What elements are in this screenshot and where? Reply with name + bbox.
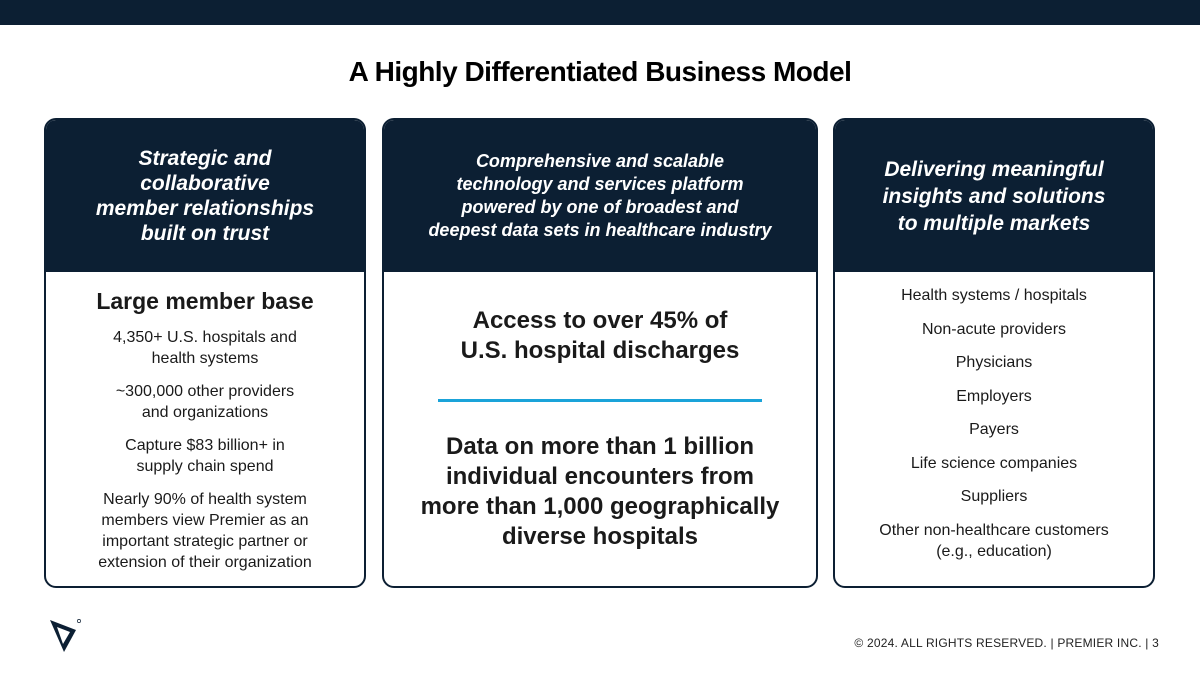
heading-line: built on trust (140, 222, 270, 245)
market-item: Life science companies (910, 454, 1078, 472)
premier-logo-icon (46, 616, 82, 654)
heading-line: technology and services platform (456, 174, 744, 194)
market-item (835, 520, 1153, 562)
encounters-text (384, 432, 816, 552)
footer-copyright: © 2024. ALL RIGHTS RESERVED. | PREMIER INC. | 3 (854, 636, 1159, 650)
stat-partner-view (46, 489, 364, 573)
encounter-line: individual encounters from (445, 463, 755, 490)
heading-line: to multiple markets (897, 211, 1091, 235)
heading-line: insights and solutions (882, 184, 1106, 208)
encounter-line: more than 1,000 geographically (420, 493, 780, 520)
market-item: Suppliers (960, 488, 1028, 505)
access-discharges-text (384, 306, 816, 366)
market-line: Other non-healthcare customers (879, 521, 1109, 539)
stat-line: important strategic partner or (102, 533, 308, 550)
card-heading (835, 120, 1153, 272)
encounter-line: Data on more than 1 billion (445, 433, 755, 460)
heading-line: powered by one of broadest and (461, 197, 739, 217)
access-line: U.S. hospital discharges (460, 337, 740, 364)
stat-line: Capture $83 billion+ in (125, 437, 285, 454)
stat-line: ~300,000 other providers (115, 383, 295, 400)
card-heading (46, 120, 364, 272)
market-item: Non-acute providers (921, 320, 1067, 338)
heading-line: member relationships (95, 197, 315, 220)
stat-line: Nearly 90% of health system (103, 491, 307, 508)
stat-line: and organizations (141, 404, 269, 421)
access-line: Access to over 45% of (472, 307, 728, 334)
market-item: Employers (956, 387, 1032, 405)
market-line: (e.g., education) (936, 542, 1052, 560)
heading-line: Strategic and (138, 147, 272, 170)
stat-providers (46, 381, 364, 423)
card-technology-platform (382, 118, 818, 588)
stat-hospitals (46, 327, 364, 369)
market-item: Physicians (955, 354, 1033, 371)
slide-title: A Highly Differentiated Business Model (348, 56, 852, 87)
card-body (46, 272, 364, 573)
heading-line: collaborative (140, 172, 270, 195)
stat-line: supply chain spend (136, 458, 274, 475)
stat-line: 4,350+ U.S. hospitals and (113, 329, 297, 346)
heading-line: Delivering meaningful (884, 157, 1104, 181)
heading-line: deepest data sets in healthcare industry (428, 220, 772, 240)
heading-line: Comprehensive and scalable (475, 151, 725, 171)
stat-line: health systems (151, 350, 259, 367)
stat-line: extension of their organization (98, 554, 312, 571)
member-base-heading: Large member base (96, 288, 314, 314)
section-divider (438, 399, 762, 402)
stat-supply-chain (46, 435, 364, 477)
card-body (835, 272, 1153, 562)
card-multiple-markets (833, 118, 1155, 588)
stat-line: members view Premier as an (101, 512, 309, 529)
market-item: Payers (969, 421, 1019, 438)
top-bar (0, 0, 1200, 25)
encounter-line: diverse hospitals (501, 523, 699, 550)
card-heading (384, 120, 816, 272)
market-item: Health systems / hospitals (901, 287, 1087, 304)
card-body (384, 306, 816, 552)
card-member-relationships (44, 118, 366, 588)
